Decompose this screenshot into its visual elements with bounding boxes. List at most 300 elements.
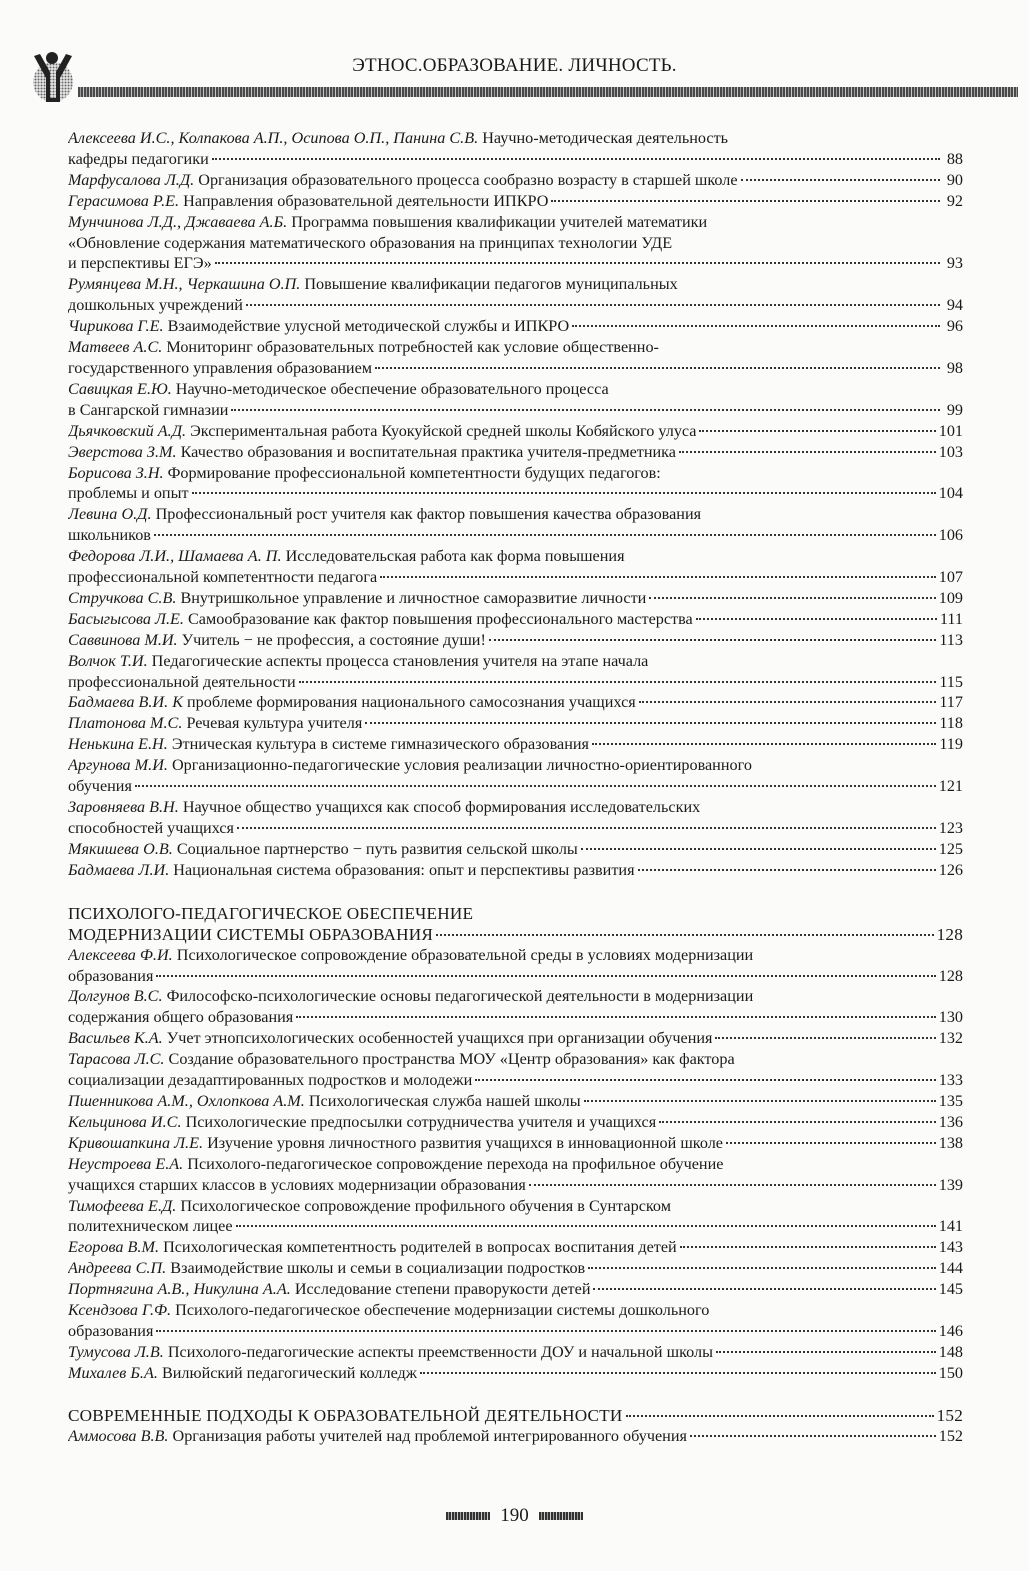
entry-author: Федорова Л.И., Шамаева А. П.: [68, 547, 282, 566]
toc-entry: [68, 651, 963, 693]
entry-author: Левина О.Д.: [68, 505, 152, 524]
entry-text: [68, 755, 752, 776]
entry-text: [68, 630, 486, 651]
entry-title-line: образования: [68, 1321, 154, 1340]
entry-text: [68, 986, 753, 1007]
toc-entry-line: [68, 986, 963, 1007]
entry-author: Аргунова М.И.: [68, 756, 168, 775]
entry-text: [68, 567, 377, 588]
entry-text: [68, 1049, 735, 1070]
toc-entry: [68, 692, 963, 713]
dot-leader: [584, 1100, 936, 1102]
entry-title-line: Повышение квалификации педагогов муниципальных: [304, 275, 678, 294]
section-title: СОВРЕМЕННЫЕ ПОДХОДЫ К ОБРАЗОВАТЕЛЬНОЙ ДЕЯТЕЛЬНОСТИ: [68, 1405, 623, 1425]
dot-leader: [581, 848, 936, 850]
entry-author: Долгунов В.С.: [68, 987, 163, 1006]
toc-entry-line: [68, 1196, 963, 1217]
entry-title-line: кафедры педагогики: [68, 149, 209, 168]
entry-title-line: Формирование профессиональной компетентности будущих педагогов:: [167, 463, 661, 482]
entry-title-line: Создание образовательного пространства МОУ «Центр образования» как фактора: [168, 1050, 735, 1069]
toc-entry-line: [68, 567, 963, 588]
dot-leader: [529, 1184, 936, 1186]
dot-leader: [680, 1246, 936, 1248]
entry-text: [68, 1196, 671, 1217]
entry-text: [68, 1321, 153, 1342]
entry-title-line: Психологическая компетентность родителей в вопросах воспитания детей: [163, 1238, 677, 1257]
entry-author: Заровняева В.Н.: [68, 798, 179, 816]
dot-leader: [135, 785, 936, 787]
entry-title-line: Организация образовательного процесса сообразно возрасту в старшей школе: [198, 170, 738, 189]
entry-author: Марфусалова Л.Д.: [68, 170, 195, 189]
entry-title-line: Философско-психологические основы педагогической деятельности в модернизации: [166, 987, 754, 1006]
toc-entry-line: [68, 442, 963, 463]
entry-title-line: Направления образовательной деятельности ИПКРО: [183, 191, 549, 210]
entry-page-number: 133: [938, 1071, 963, 1090]
entry-page-number: 119: [939, 735, 963, 754]
entry-text: [68, 1028, 712, 1049]
entry-title-line: содержания общего образования: [68, 1008, 294, 1027]
toc-entry: [68, 1426, 963, 1447]
dot-leader: [420, 1372, 936, 1374]
toc-entry-line: [68, 1321, 963, 1342]
toc-entry-line: [68, 945, 963, 966]
entry-page-number: 94: [946, 296, 963, 315]
entry-page-number: 152: [938, 1426, 963, 1445]
dot-leader: [638, 869, 936, 871]
entry-page-number: 118: [939, 714, 963, 733]
dot-leader: [192, 492, 936, 494]
entry-author: Волчок Т.И.: [68, 651, 148, 670]
entry-text: [68, 128, 728, 149]
entry-title-line: Профессиональный рост учителя как фактор повышения качества образования: [155, 505, 702, 524]
toc-entry-line: [68, 1175, 963, 1196]
section-heading: [68, 1405, 963, 1426]
entry-text: [68, 1091, 581, 1112]
toc-entry-line: [68, 191, 963, 212]
entry-title-line: Взаимодействие улусной методической службы и ИПКРО: [167, 317, 570, 336]
toc-entry-line: [68, 1426, 963, 1447]
entry-author: Кельцинова И.С.: [68, 1112, 182, 1131]
toc-entry: [68, 463, 963, 505]
toc-entry: [68, 1342, 963, 1363]
entry-text: [68, 1300, 709, 1321]
entry-title-line: Экспериментальная работа Куокуйской средней школы Кобяйского улуса: [190, 421, 697, 440]
entry-page-number: 121: [938, 777, 963, 796]
entry-author: Тарасова Л.С.: [68, 1050, 165, 1069]
section-title: ПСИХОЛОГО-ПЕДАГОГИЧЕСКОЕ ОБЕСПЕЧЕНИЕ: [68, 903, 474, 923]
toc-entry-line: [68, 379, 963, 400]
dot-leader: [231, 409, 940, 411]
toc-entry: [68, 128, 963, 170]
entry-text: [68, 149, 209, 170]
toc-entry-line: [68, 860, 963, 881]
entry-title-line: «Обновление содержания математического образования на принципах технологии УДЕ: [68, 233, 673, 252]
entry-title-line: образования: [68, 966, 154, 985]
toc-entry-line: [68, 400, 963, 421]
toc-entry-line: [68, 1279, 963, 1300]
entry-text: [68, 734, 589, 755]
entry-text: [68, 212, 707, 233]
entry-text: [68, 713, 362, 734]
entry-author: Неустроева Е.А.: [68, 1154, 184, 1173]
toc-entry-line: [68, 1133, 963, 1154]
entry-author: Егорова В.М.: [68, 1238, 160, 1257]
entry-page-number: 101: [938, 421, 963, 440]
entry-author: Мунчинова Л.Д., Джаваева А.Б.: [68, 212, 288, 231]
entry-text: [68, 358, 372, 379]
entry-title-line: Учет этнопсихологических особенностей учащихся при организации обучения: [166, 1029, 713, 1048]
dot-leader: [156, 1330, 935, 1332]
entry-title-line: Взаимодействие школы и семьи в социализации подростков: [170, 1259, 586, 1278]
entry-text: [68, 1342, 713, 1363]
entry-title-line: Психологические предпосылки сотрудничества учителя и учащихся: [185, 1112, 657, 1131]
toc-entry: [68, 274, 963, 316]
entry-text: [68, 609, 693, 630]
entry-author: Портнягина А.В., Никулина А.А.: [68, 1280, 291, 1299]
dot-leader: [380, 576, 935, 578]
toc-entry-line: [68, 609, 963, 630]
dot-leader: [696, 618, 937, 620]
dot-leader: [741, 179, 940, 181]
entry-author: Тумусова Л.В.: [68, 1342, 164, 1361]
entry-text: [68, 170, 738, 191]
toc-entry-line: [68, 233, 963, 254]
dot-leader: [715, 1037, 935, 1039]
entry-text: [68, 504, 701, 525]
entry-title-line: Организационно-педагогические условия реализации личностно-ориентированного: [171, 756, 752, 775]
toc-entry: [68, 986, 963, 1028]
entry-author: Ненькина Е.Н.: [68, 735, 168, 754]
entry-page-number: 117: [939, 693, 963, 712]
dot-leader: [236, 1225, 936, 1227]
toc-entry-line: [68, 1154, 963, 1175]
dot-leader: [215, 262, 940, 264]
toc-entry: [68, 442, 963, 463]
entry-title-line: Исследование степени праворукости детей: [294, 1280, 591, 1299]
entry-title-line: Национальная система образования: опыт и перспективы развития: [173, 860, 635, 879]
page-footer: [0, 1505, 1029, 1527]
dot-leader: [365, 722, 936, 724]
section-page-number: 152: [936, 1405, 963, 1425]
entry-title-line: в Сангарской гимназии: [68, 400, 229, 419]
entry-author: Андреева С.П.: [68, 1259, 167, 1278]
dot-leader: [212, 158, 940, 160]
entry-author: Герасимова Р.Е.: [68, 191, 180, 210]
entry-text: [68, 945, 753, 966]
entry-text: [68, 588, 646, 609]
entry-title-line: Речевая культура учителя: [186, 714, 363, 733]
dot-leader: [551, 200, 940, 202]
toc-entry-line: [68, 1007, 963, 1028]
entry-page-number: 90: [946, 170, 963, 189]
entry-text: [68, 421, 696, 442]
entry-page-number: 115: [939, 672, 963, 691]
entry-page-number: 113: [939, 630, 963, 649]
dot-leader: [296, 1016, 935, 1018]
toc-entry: [68, 316, 963, 337]
entry-author: Тимофеева Е.Д.: [68, 1196, 177, 1215]
toc-entry-line: [68, 966, 963, 987]
entry-page-number: 150: [938, 1363, 963, 1382]
entry-author: Алексеева И.С., Колпакова А.П., Осипова О.П., Панина С.В.: [68, 129, 479, 147]
entry-text: [68, 672, 296, 693]
entry-text: [68, 316, 569, 337]
table-of-contents: [68, 128, 963, 1447]
entry-text: [68, 1279, 590, 1300]
entry-page-number: 92: [946, 191, 963, 210]
entry-page-number: 107: [938, 568, 963, 587]
toc-entry: [68, 1258, 963, 1279]
toc-entry: [68, 945, 963, 987]
entry-title-line: Научно-методическая деятельность: [482, 129, 729, 147]
header-ornament-divider: [78, 87, 1018, 97]
entry-title-line: Психологическая служба нашей школы: [308, 1091, 581, 1110]
entry-title-line: государственного управления образованием: [68, 358, 372, 377]
dot-leader: [588, 1267, 936, 1269]
toc-entry: [68, 1300, 963, 1342]
entry-text: [68, 233, 672, 254]
entry-title-line: Организация работы учителей над проблемой интегрированного обучения: [172, 1426, 687, 1445]
entry-author: Платонова М.С.: [68, 714, 183, 733]
entry-text: [68, 525, 151, 546]
entry-title-line: Психологическое сопровождение образовательной среды в условиях модернизации: [176, 945, 754, 964]
dot-leader: [436, 934, 934, 936]
entry-text: [68, 1007, 293, 1028]
entry-author: Басыгысова Л.Е.: [68, 609, 184, 628]
entry-title-line: дошкольных учреждений: [68, 296, 243, 315]
entry-text: [68, 1112, 656, 1133]
toc-entry-line: [68, 776, 963, 797]
entry-text: [68, 379, 609, 400]
entry-title-line: Психологическое сопровождение профильного обучения в Сунтарском: [180, 1196, 671, 1215]
toc-entry: [68, 546, 963, 588]
entry-text: [68, 1175, 526, 1196]
toc-entry-line: [68, 463, 963, 484]
dot-leader: [726, 1142, 936, 1144]
entry-text: [68, 1363, 417, 1384]
dot-leader: [659, 1121, 936, 1123]
entry-page-number: 126: [938, 860, 963, 879]
toc-entry-line: [68, 1091, 963, 1112]
entry-author: Васильев К.А.: [68, 1029, 163, 1048]
dot-leader: [592, 743, 936, 745]
entry-title-line: школьников: [68, 526, 151, 545]
entry-title-line: Вилюйский педагогический колледж: [161, 1363, 417, 1382]
toc-entry: [68, 191, 963, 212]
entry-text: [68, 295, 243, 316]
entry-title-line: Научное общество учащихся как способ формирования исследовательских: [182, 798, 701, 816]
toc-entry-line: [68, 337, 963, 358]
toc-entry: [68, 609, 963, 630]
section-heading-line: [68, 924, 963, 945]
entry-page-number: 123: [938, 818, 963, 837]
toc-entry-line: [68, 504, 963, 525]
toc-entry-line: [68, 1342, 963, 1363]
entry-author: Чирикова Г.Е.: [68, 317, 164, 336]
toc-entry: [68, 713, 963, 734]
toc-entry-line: [68, 630, 963, 651]
section-heading-line: [68, 1405, 963, 1426]
dot-leader: [156, 975, 935, 977]
entry-title-line: Внутришкольное управление и личностное саморазвитие личности: [180, 588, 647, 607]
toc-entry: [68, 1196, 963, 1238]
section-heading-line: [68, 903, 963, 924]
dot-leader: [626, 1415, 934, 1417]
dot-leader: [716, 1351, 936, 1353]
entry-page-number: 136: [938, 1112, 963, 1131]
entry-author: Бадмаева В.И. К: [68, 693, 183, 712]
dot-leader: [154, 534, 936, 536]
toc-entry-line: [68, 170, 963, 191]
toc-entry: [68, 1237, 963, 1258]
toc-entry: [68, 1154, 963, 1196]
entry-page-number: 130: [938, 1008, 963, 1027]
toc-entry: [68, 797, 963, 839]
entry-text: [68, 1154, 723, 1175]
toc-entry: [68, 630, 963, 651]
toc-entry-line: [68, 1049, 963, 1070]
entry-text: [68, 966, 153, 987]
entry-title-line: профессиональной деятельности: [68, 672, 296, 691]
entry-page-number: 138: [938, 1133, 963, 1152]
footer-ornament-right: [539, 1512, 583, 1520]
entry-text: [68, 1216, 233, 1237]
entry-text: [68, 337, 659, 358]
page-number: 190: [500, 1505, 529, 1526]
dot-leader: [489, 639, 936, 641]
entry-title-line: политехническом лицее: [68, 1217, 233, 1236]
entry-title-line: и перспективы ЕГЭ»: [68, 254, 212, 273]
toc-entry: [68, 1363, 963, 1384]
running-header-title: ЭТНОС.ОБРАЗОВАНИЕ. ЛИЧНОСТЬ.: [352, 55, 677, 76]
toc-entry: [68, 860, 963, 881]
toc-entry-line: [68, 483, 963, 504]
entry-text: [68, 651, 648, 672]
entry-title-line: способностей учащихся: [68, 818, 234, 837]
entry-text: [68, 253, 212, 274]
entry-page-number: 88: [946, 149, 963, 168]
toc-entry-line: [68, 128, 963, 149]
entry-page-number: 104: [938, 484, 963, 503]
toc-entry-line: [68, 149, 963, 170]
entry-title-line: Психолого-педагогические аспекты преемственности ДОУ и начальной школы: [167, 1342, 713, 1361]
toc-entry-line: [68, 839, 963, 860]
entry-title-line: Этническая культура в системе гимназического образования: [171, 735, 589, 754]
entry-text: [68, 818, 234, 839]
entry-author: Кривошапкина Л.Е.: [68, 1133, 204, 1152]
dot-leader: [593, 1288, 935, 1290]
entry-title-line: профессиональной компетентности педагога: [68, 568, 378, 587]
dot-leader: [299, 681, 937, 683]
entry-title-line: Самообразование как фактор повышения профессионального мастерства: [188, 609, 693, 628]
toc-entry-line: [68, 651, 963, 672]
entry-text: [68, 1133, 723, 1154]
entry-page-number: 144: [938, 1259, 963, 1278]
toc-entry-line: [68, 525, 963, 546]
entry-title-line: Учитель − не профессия, а состояние души!: [181, 630, 486, 649]
toc-entry: [68, 379, 963, 421]
entry-page-number: 109: [938, 588, 963, 607]
toc-entry-line: [68, 212, 963, 233]
toc-entry: [68, 170, 963, 191]
entry-author: Матвеев А.С.: [68, 338, 163, 357]
entry-author: Дьячковский А.Д.: [68, 421, 187, 440]
entry-text: [68, 797, 700, 818]
toc-entry-line: [68, 546, 963, 567]
toc-entry: [68, 1049, 963, 1091]
entry-text: [68, 546, 625, 567]
toc-entry-line: [68, 1112, 963, 1133]
toc-entry-line: [68, 1070, 963, 1091]
toc-entry: [68, 337, 963, 379]
entry-title-line: Психолого-педагогическое сопровождение перехода на профильное обучение: [187, 1154, 724, 1173]
entry-author: Алексеева Ф.И.: [68, 945, 173, 964]
entry-text: [68, 191, 548, 212]
toc-entry-line: [68, 253, 963, 274]
dot-leader: [246, 304, 940, 306]
entry-title-line: Качество образования и воспитательная практика учителя-предметника: [180, 442, 676, 461]
dot-leader: [475, 1079, 935, 1081]
dot-leader: [649, 597, 935, 599]
toc-entry-line: [68, 274, 963, 295]
entry-author: Саввинова М.И.: [68, 630, 178, 649]
entry-author: Ксендзова Г.Ф.: [68, 1301, 172, 1320]
entry-text: [68, 442, 676, 463]
entry-text: [68, 860, 635, 881]
section-page-number: 128: [936, 924, 963, 944]
entry-text: [68, 776, 132, 797]
toc-entry-line: [68, 672, 963, 693]
dot-leader: [639, 701, 937, 703]
dot-leader: [237, 827, 936, 829]
entry-title-line: Исследовательская работа как форма повышения: [285, 547, 625, 566]
toc-entry: [68, 1028, 963, 1049]
entry-title-line: Изучение уровня личностного развития учащихся в инновационной школе: [207, 1133, 723, 1152]
entry-page-number: 99: [946, 400, 963, 419]
entry-title-line: проблеме формирования национального самосознания учащихся: [187, 693, 636, 712]
entry-text: [68, 1258, 585, 1279]
entry-author: Бадмаева Л.И.: [68, 860, 170, 879]
toc-entry-line: [68, 316, 963, 337]
entry-page-number: 125: [938, 839, 963, 858]
toc-entry: [68, 1091, 963, 1112]
section-heading: [68, 903, 963, 945]
toc-entry: [68, 734, 963, 755]
toc-entry-line: [68, 692, 963, 713]
entry-page-number: 106: [938, 526, 963, 545]
entry-author: Румянцева М.Н., Черкашина О.П.: [68, 275, 301, 294]
toc-entry-line: [68, 755, 963, 776]
entry-text: [68, 274, 678, 295]
entry-title-line: социализации дезадаптированных подростков и молодежи: [68, 1071, 473, 1090]
toc-entry-line: [68, 1363, 963, 1384]
toc-entry: [68, 588, 963, 609]
toc-entry-line: [68, 1216, 963, 1237]
toc-entry-line: [68, 1258, 963, 1279]
entry-title-line: Педагогические аспекты процесса становления учителя на этапе начала: [151, 651, 649, 670]
entry-author: Савицкая Е.Ю.: [68, 379, 172, 398]
toc-entry: [68, 839, 963, 860]
toc-entry-line: [68, 1237, 963, 1258]
dot-leader: [572, 325, 940, 327]
entry-title-line: Социальное партнерство − путь развития сельской школы: [176, 839, 578, 858]
entry-title-line: Мониторинг образовательных потребностей как условие общественно-: [166, 338, 659, 357]
entry-title-line: учащихся старших классов в условиях модернизации образования: [68, 1175, 526, 1194]
toc-entry: [68, 421, 963, 442]
entry-page-number: 146: [938, 1321, 963, 1340]
toc-entry: [68, 504, 963, 546]
entry-author: Пшенникова А.М., Охлопкова А.М.: [68, 1091, 305, 1110]
